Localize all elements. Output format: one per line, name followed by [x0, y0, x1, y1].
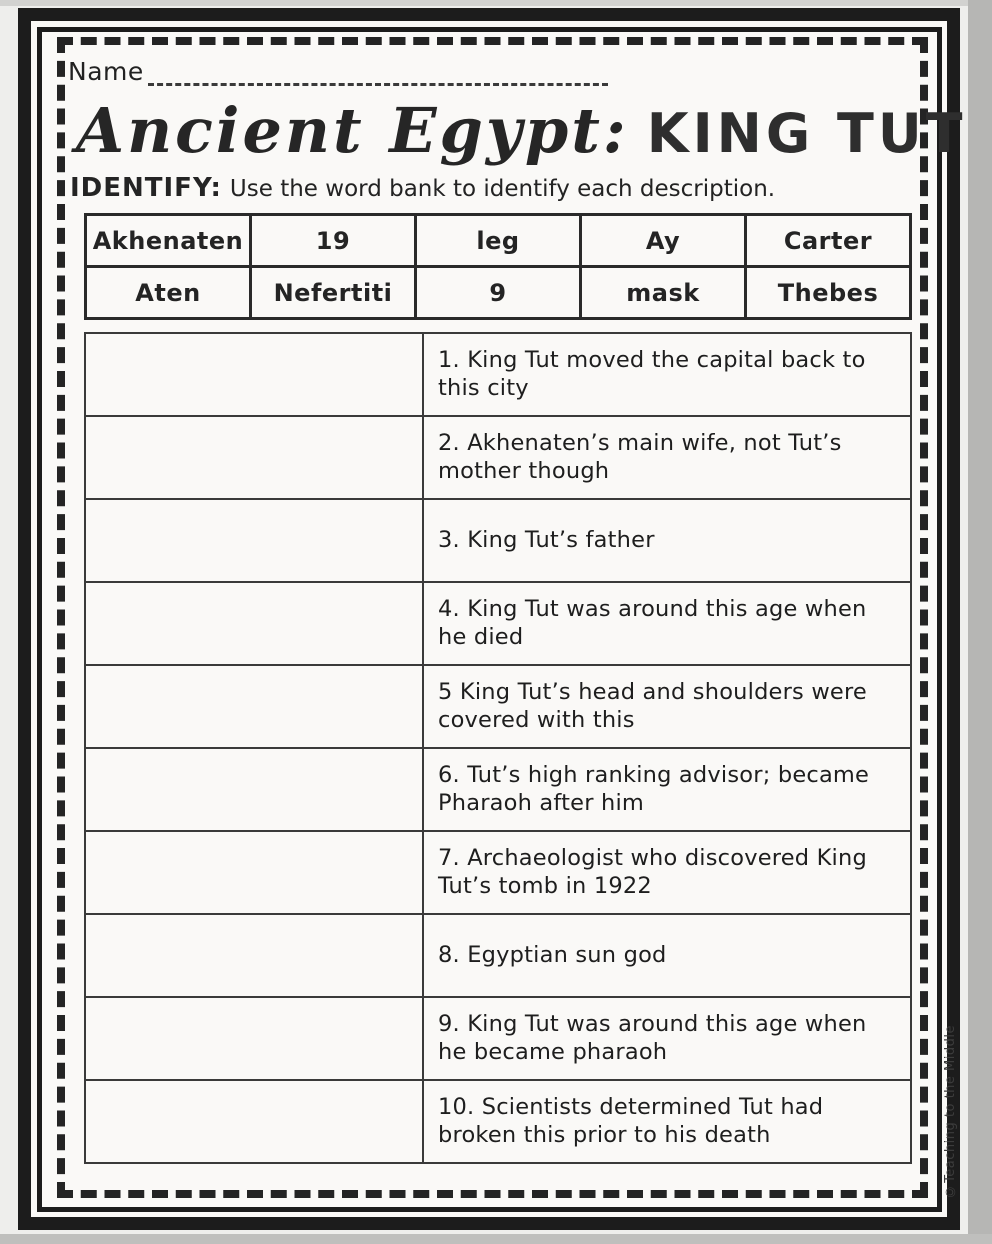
table-row	[85, 416, 911, 499]
answer-blank-cell[interactable]	[85, 1080, 423, 1163]
identify-label: IDENTIFY:	[70, 173, 222, 203]
name-label: Name	[68, 57, 144, 86]
word-bank-cell: leg	[416, 215, 581, 267]
answer-blank-cell[interactable]	[85, 748, 423, 831]
answer-blank-cell[interactable]	[85, 997, 423, 1080]
question-text: 3. King Tut’s father	[423, 499, 911, 582]
question-text: 1. King Tut moved the capital back to this city	[423, 333, 911, 416]
question-text: 2. Akhenaten’s main wife, not Tut’s mother though	[423, 416, 911, 499]
table-row	[85, 748, 911, 831]
answer-blank-cell[interactable]	[85, 582, 423, 665]
word-bank-cell: Akhenaten	[86, 215, 251, 267]
word-bank-cell: Carter	[746, 215, 911, 267]
name-row	[68, 56, 922, 86]
question-text: 7. Archaeologist who discovered King Tut’s tomb in 1922	[423, 831, 911, 914]
table-row	[85, 665, 911, 748]
table-row	[85, 499, 911, 582]
word-bank-cell: 19	[251, 215, 416, 267]
answer-blank-cell[interactable]	[85, 416, 423, 499]
identify-instruction-text: Use the word bank to identify each description.	[229, 176, 776, 202]
title-script-text: Ancient Egypt:	[76, 94, 629, 167]
question-text: 6. Tut’s high ranking advisor; became Pharaoh after him	[423, 748, 911, 831]
question-text: 10. Scientists determined Tut had broken this prior to his death	[423, 1080, 911, 1163]
word-bank-cell: Thebes	[746, 267, 911, 319]
table-row	[85, 997, 911, 1080]
word-bank-row	[86, 267, 911, 319]
question-text: 5 King Tut’s head and shoulders were covered with this	[423, 665, 911, 748]
name-input-line[interactable]	[148, 59, 608, 86]
word-bank-cell: mask	[581, 267, 746, 319]
table-row	[85, 333, 911, 416]
question-text: 9. King Tut was around this age when he became pharaoh	[423, 997, 911, 1080]
answer-blank-cell[interactable]	[85, 499, 423, 582]
answer-blank-cell[interactable]	[85, 914, 423, 997]
scan-edge-right	[968, 0, 992, 1244]
table-row	[85, 1080, 911, 1163]
title-bold-text: KING TUT	[646, 102, 967, 165]
page-title	[76, 94, 967, 167]
word-bank-table	[84, 213, 912, 320]
question-text: 8. Egyptian sun god	[423, 914, 911, 997]
scan-edge-bottom	[0, 1234, 992, 1244]
copyright-watermark: ©Teaching to the Middle	[943, 1024, 958, 1198]
table-row	[85, 831, 911, 914]
word-bank-row	[86, 215, 911, 267]
answer-blank-cell[interactable]	[85, 333, 423, 416]
questions-table	[84, 332, 912, 1164]
word-bank-cell: Nefertiti	[251, 267, 416, 319]
instructions	[70, 173, 922, 203]
word-bank-cell: 9	[416, 267, 581, 319]
answer-blank-cell[interactable]	[85, 831, 423, 914]
scan-edge-top	[0, 0, 992, 6]
answer-blank-cell[interactable]	[85, 665, 423, 748]
word-bank-cell: Ay	[581, 215, 746, 267]
word-bank-cell: Aten	[86, 267, 251, 319]
table-row	[85, 582, 911, 665]
question-text: 4. King Tut was around this age when he died	[423, 582, 911, 665]
table-row	[85, 914, 911, 997]
